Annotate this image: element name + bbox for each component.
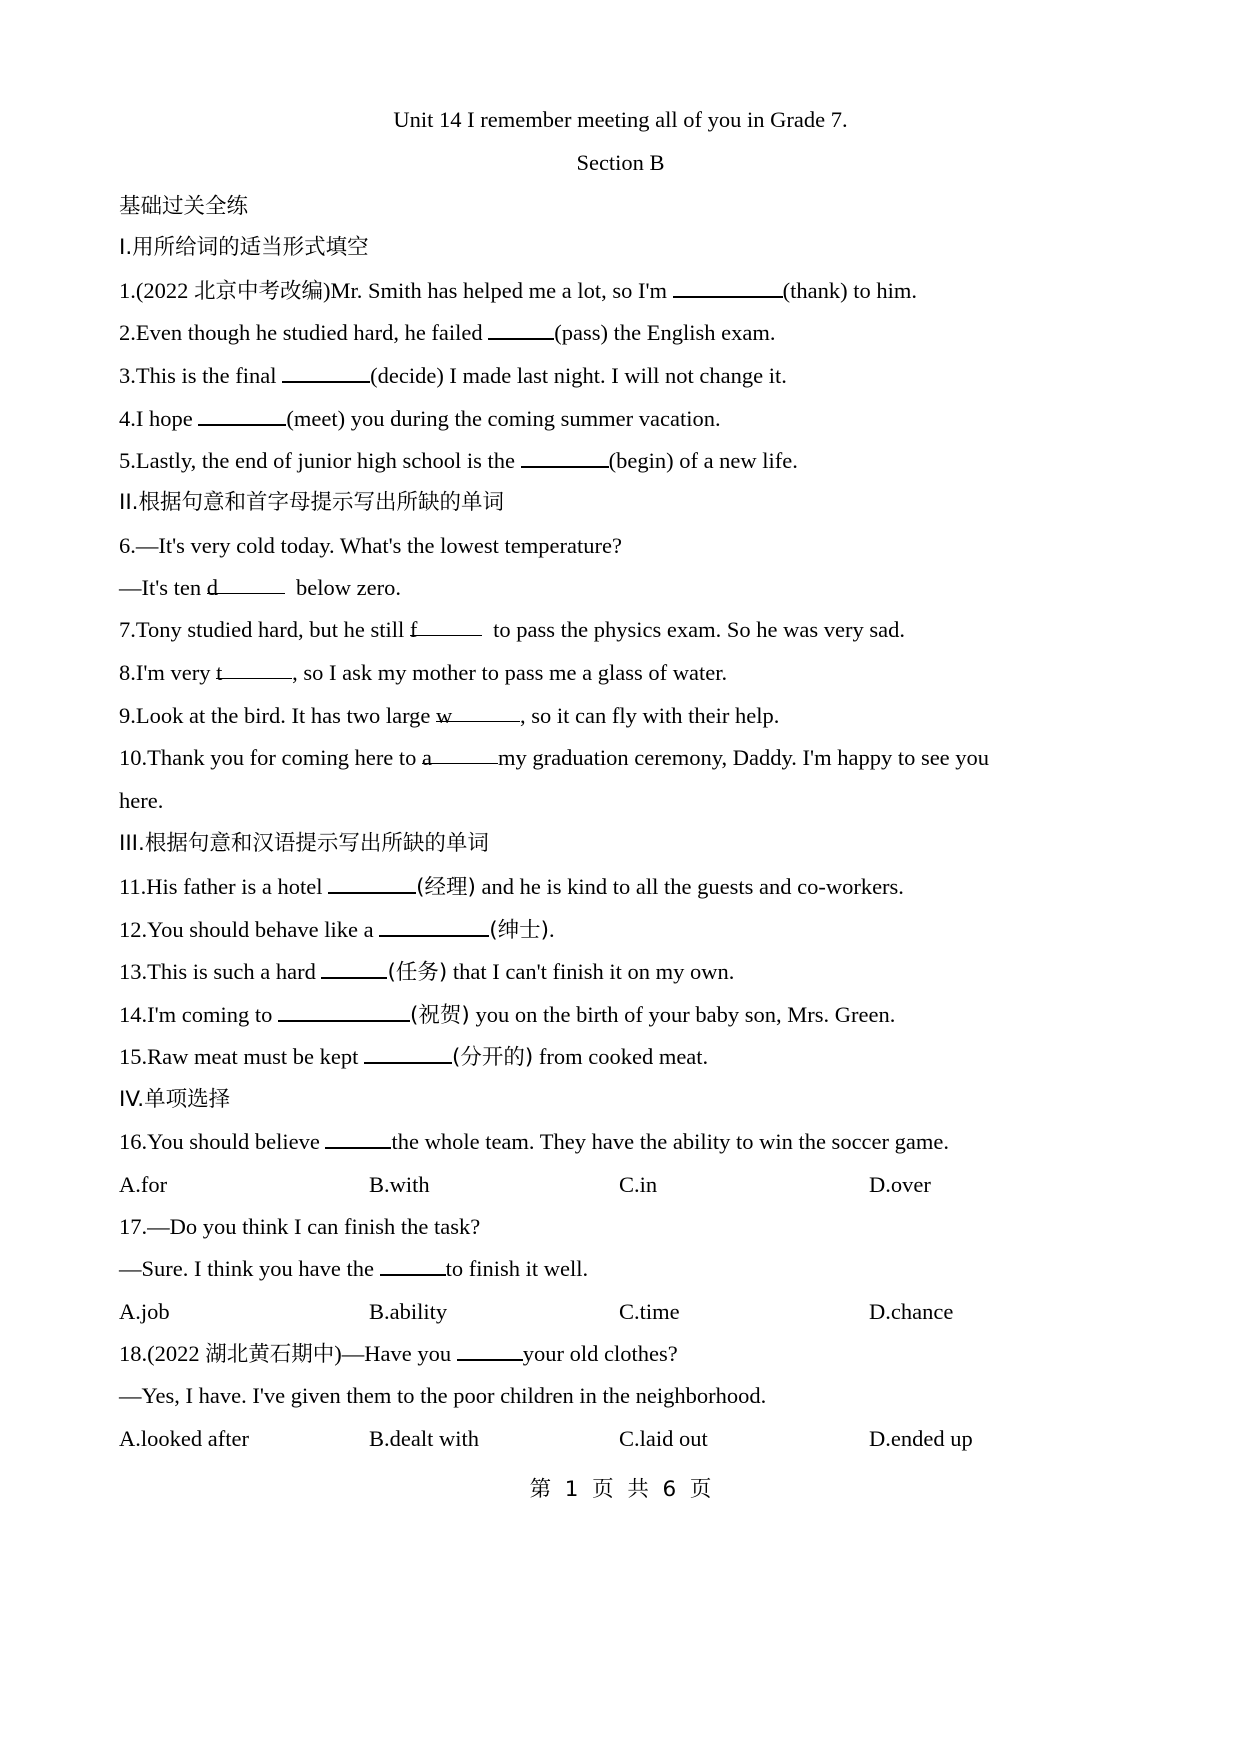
answer-blank[interactable] bbox=[379, 915, 489, 937]
page-subtitle: Section B bbox=[576, 150, 665, 175]
question-18-option-c[interactable]: C.laid out bbox=[619, 1426, 708, 1451]
question-13: 13.This is such a hard (任务) that I can't finish it on my own. bbox=[119, 959, 735, 985]
question-6-answer: —It's ten d below zero. bbox=[119, 575, 401, 600]
question-14: 14.I'm coming to (祝贺) you on the birth of your baby son, Mrs. Green. bbox=[119, 1002, 896, 1028]
section-1-title: I.用所给词的适当形式填空 bbox=[119, 235, 369, 260]
answer-blank[interactable] bbox=[325, 1127, 391, 1149]
page-title: Unit 14 I remember meeting all of you in Grade 7. bbox=[393, 107, 848, 132]
question-2: 2.Even though he studied hard, he failed (pass) the English exam. bbox=[119, 320, 776, 345]
answer-blank[interactable] bbox=[457, 1339, 523, 1361]
question-17-answer: —Sure. I think you have the to finish it well. bbox=[119, 1256, 589, 1281]
question-11: 11.His father is a hotel (经理) and he is kind to all the guests and co-workers. bbox=[119, 874, 904, 900]
page-footer: 第 1 页 共 6 页 bbox=[529, 1477, 712, 1502]
question-16: 16.You should believe the whole team. They have the ability to win the soccer game. bbox=[119, 1129, 949, 1154]
question-18-option-a[interactable]: A.looked after bbox=[119, 1426, 249, 1451]
question-17-option-c[interactable]: C.time bbox=[619, 1299, 680, 1324]
question-9: 9.Look at the bird. It has two large w , so it can fly with their help. bbox=[119, 703, 780, 728]
question-6-prompt: 6.—It's very cold today. What's the lowest temperature? bbox=[119, 533, 622, 558]
question-5: 5.Lastly, the end of junior high school is the (begin) of a new life. bbox=[119, 448, 798, 473]
answer-blank[interactable] bbox=[198, 404, 286, 426]
question-18-answer: —Yes, I have. I've given them to the poor children in the neighborhood. bbox=[119, 1383, 767, 1408]
question-17-prompt: 17.—Do you think I can finish the task? bbox=[119, 1214, 481, 1239]
question-7: 7.Tony studied hard, but he still f to pass the physics exam. So he was very sad. bbox=[119, 617, 905, 642]
section-3-title: III.根据句意和汉语提示写出所缺的单词 bbox=[119, 831, 489, 856]
answer-blank[interactable] bbox=[364, 1042, 452, 1064]
section-4-title: IV.单项选择 bbox=[119, 1087, 231, 1112]
question-10: 10.Thank you for coming here to a my graduation ceremony, Daddy. I'm happy to see you bbox=[119, 745, 990, 770]
answer-blank[interactable]: t bbox=[216, 658, 292, 679]
question-3: 3.This is the final (decide) I made last night. I will not change it. bbox=[119, 363, 787, 388]
question-18-option-d[interactable]: D.ended up bbox=[869, 1426, 973, 1451]
question-16-option-d[interactable]: D.over bbox=[869, 1172, 931, 1197]
question-1: 1.(2022 北京中考改编)Mr. Smith has helped me a lot, so I'm (thank) to him. bbox=[119, 278, 918, 304]
answer-blank[interactable] bbox=[380, 1254, 446, 1276]
answer-blank[interactable] bbox=[321, 957, 387, 979]
question-15: 15.Raw meat must be kept (分开的) from cooked meat. bbox=[119, 1044, 709, 1070]
answer-blank[interactable]: a bbox=[422, 743, 498, 764]
section-heading: 基础过关全练 bbox=[119, 194, 249, 219]
answer-blank[interactable]: f bbox=[410, 615, 482, 636]
question-8: 8.I'm very t , so I ask my mother to pass me a glass of water. bbox=[119, 660, 728, 685]
question-18-option-b[interactable]: B.dealt with bbox=[369, 1426, 479, 1451]
question-10-continued: here. bbox=[119, 788, 164, 813]
question-16-option-a[interactable]: A.for bbox=[119, 1172, 168, 1197]
question-17-option-d[interactable]: D.chance bbox=[869, 1299, 954, 1324]
question-17-option-b[interactable]: B.ability bbox=[369, 1299, 448, 1324]
answer-blank[interactable] bbox=[278, 1000, 410, 1022]
question-16-option-c[interactable]: C.in bbox=[619, 1172, 658, 1197]
answer-blank[interactable]: w bbox=[436, 701, 520, 722]
answer-blank[interactable] bbox=[521, 446, 609, 468]
question-17-option-a[interactable]: A.job bbox=[119, 1299, 170, 1324]
answer-blank[interactable] bbox=[488, 318, 554, 340]
answer-blank[interactable] bbox=[282, 361, 370, 383]
question-12: 12.You should behave like a (绅士). bbox=[119, 917, 555, 943]
question-4: 4.I hope (meet) you during the coming summer vacation. bbox=[119, 406, 721, 431]
section-2-title: II.根据句意和首字母提示写出所缺的单词 bbox=[119, 490, 505, 515]
answer-blank[interactable]: d bbox=[207, 573, 285, 594]
question-18-prompt: 18.(2022 湖北黄石期中)—Have you your old clothes? bbox=[119, 1341, 678, 1367]
question-16-option-b[interactable]: B.with bbox=[369, 1172, 430, 1197]
answer-blank[interactable] bbox=[328, 872, 416, 894]
answer-blank[interactable] bbox=[673, 276, 783, 298]
